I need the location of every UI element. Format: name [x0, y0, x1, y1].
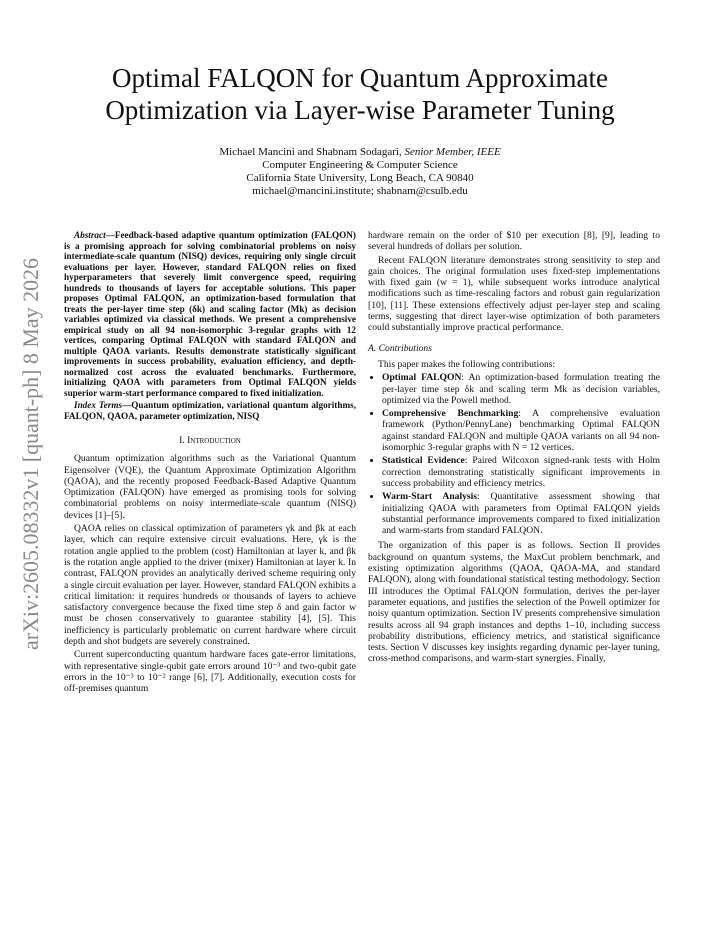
intro-paragraph-3: Current superconducting quantum hardware faces gate-error limitations, with representative single-qubit gate errors around 10⁻³ and two-qubit gate errors in the 10⁻³ to 10⁻² range [6], [7]. Additionally, execution costs for off-premises quantum — [64, 649, 356, 695]
section-heading-introduction: I. Introduction — [179, 435, 241, 446]
right-column — [368, 230, 660, 667]
bullet-head: Comprehensive Benchmarking — [382, 408, 519, 420]
contributions-list — [368, 372, 660, 536]
abstract — [64, 230, 356, 421]
contributions-intro: This paper makes the following contributions: — [378, 358, 556, 370]
right-paragraph-2: Recent FALQON literature demonstrates strong sensitivity to step and gain choices. The original formulation uses fixed-step implementations with fixed gain (w = 1), while subsequent works introduce analytical modifications such as time-rescaling factors and robust gain regularization [10], [11]. These extensions effectively adjust per-layer step and scaling terms, suggesting that direct layer-wise optimization of both parameters could substantially improve practical performance. — [368, 254, 660, 334]
intro-paragraph-2: QAOA relies on classical optimization of parameters γk and βk at each layer, which can require extensive circuit evaluations. Here, γk is the rotation angle applied to the problem (cost) Hamiltonian at layer k, and βk is the rotation angle applied to the driver (mixer) Hamiltonian at layer k. In contrast, FALQON provides an analytically derived scheme requiring only a single circuit evaluation per layer. However, standard FALQON exhibits a critical limitation: it requires hundreds or thousands of layers to achieve satisfactory convergence because the fixed time step δ and gain factor w must be chosen conservatively to guarantee stability [4], [5]. This inefficiency is particularly problematic on current hardware where circuit depth and shot budgets are severely constrained. — [64, 523, 356, 648]
author-senior: Senior Member, IEEE — [404, 146, 501, 158]
index-terms-text: —Quantum optimization, variational quantum algorithms, FALQON, QAOA, parameter optimization, NISQ — [64, 400, 356, 421]
author-block — [60, 146, 660, 198]
bullet-head: Warm-Start Analysis — [382, 491, 478, 503]
right-paragraph-1: hardware remain on the order of $10 per execution [8], [9], leading to several hundreds of dollars per solution. — [368, 230, 660, 253]
author-names-line — [60, 146, 660, 159]
paper-title — [60, 62, 660, 126]
abstract-label: Abstract — [74, 230, 106, 240]
list-item — [382, 372, 660, 406]
list-item — [382, 455, 660, 489]
abstract-paragraph — [64, 230, 356, 398]
author-emails: michael@mancini.institute; shabnam@csulb.edu — [252, 185, 468, 197]
right-paragraph-3: The organization of this paper is as follows. Section II provides background on quantum systems, the MaxCut problem benchmark, and existing optimization algorithms (QAOA, QAOA-MA, and standard FALQON), along with foundational statistical testing methodology. Section III introduces the Optimal FALQON formulation, derives the per-layer parameter equations, and justifies the selection of the Powell optimizer for noisy quantum optimization. Section IV presents comprehensive simulation results across all 94 graph instances and depths 1–10, including success probability distributions, efficiency metrics, and statistical significance tests. Section V discusses key insights regarding dynamic per-layer tuning, cross-method comparisons, and warm-start synergies. Finally, — [368, 540, 660, 665]
title-line-1: Optimal FALQON for Quantum Approximate — [112, 63, 608, 93]
arxiv-id: arXiv:2605.08332v1 [quant-ph] 8 May 2026 — [18, 257, 43, 650]
index-terms-paragraph — [64, 400, 356, 421]
bullet-text: : Paired Wilcoxon signed-rank tests with Holm correction demonstrating statistically significant improvements in success probability and efficiency metrics. — [382, 455, 660, 489]
affiliation-2: California State University, Long Beach, CA 90840 — [246, 172, 474, 184]
author-names: Michael Mancini and Shabnam Sodagari, — [219, 146, 402, 158]
bullet-head: Optimal FALQON — [382, 372, 462, 384]
bullet-text: : Quantitative assessment showing that initializing QAOA with parameters from Optimal FALQON yields substantial performance improvements compared to fixed initialization and warm-starts from standard FALQON. — [382, 491, 660, 537]
bullet-text: : An optimization-based formulation treating the per-layer time step δk and scaling term Mk as decision variables, optimized via the Powell method. — [382, 372, 661, 406]
intro-paragraph-1: Quantum optimization algorithms such as the Variational Quantum Eigensolver (VQE), the Quantum Approximate Optimization Algorithm (QAOA), and the recently proposed Feedback-Based Adaptive Quantum Optimization (FALQON) have emerged as promising tools for solving combinatorial problems on noisy intermediate-scale quantum (NISQ) devices [1]–[5]. — [64, 453, 356, 521]
bullet-head: Statistical Evidence — [382, 455, 465, 467]
arxiv-stamp — [12, 250, 46, 650]
index-terms-label: Index Terms — [74, 400, 123, 410]
left-column — [64, 230, 356, 697]
subsection-heading-contributions: A. Contributions — [368, 342, 432, 354]
abstract-text: —Feedback-based adaptive quantum optimization (FALQON) is a promising approach for solving combinatorial problems on noisy intermediate-scale quantum (NISQ) devices, requiring only single circuit evaluations per layer. However, standard FALQON relies on fixed hyperparameters that severely limit convergence speed, requiring hundreds to thousands of layers for acceptable solutions. This paper proposes Optimal FALQON, an optimization-based formulation that treats the per-layer time step (δk) and scaling factor (Mk) as decision variables optimized via classical methods. We present a comprehensive empirical study on all 94 non-isomorphic 3-regular graphs with 12 vertices, comparing Optimal FALQON with standard FALQON and multiple QAOA variants. Results demonstrate statistically significant improvements in success probability, evaluation efficiency, and depth-normalized cost across the evaluated benchmarks. Furthermore, initializing QAOA with parameters from Optimal FALQON yields superior warm-start performance compared to fixed initialization. — [64, 230, 356, 398]
bullet-text: : A comprehensive evaluation framework (Python/PennyLane) benchmarking Optimal FALQON against standard FALQON and multiple QAOA variants on all 94 non-isomorphic 3-regular graphs with N = 12 vertices. — [382, 408, 660, 454]
list-item — [382, 408, 660, 453]
title-line-2: Optimization via Layer-wise Parameter Tuning — [105, 95, 615, 125]
list-item — [382, 491, 660, 536]
affiliation-1: Computer Engineering & Computer Science — [262, 159, 458, 171]
